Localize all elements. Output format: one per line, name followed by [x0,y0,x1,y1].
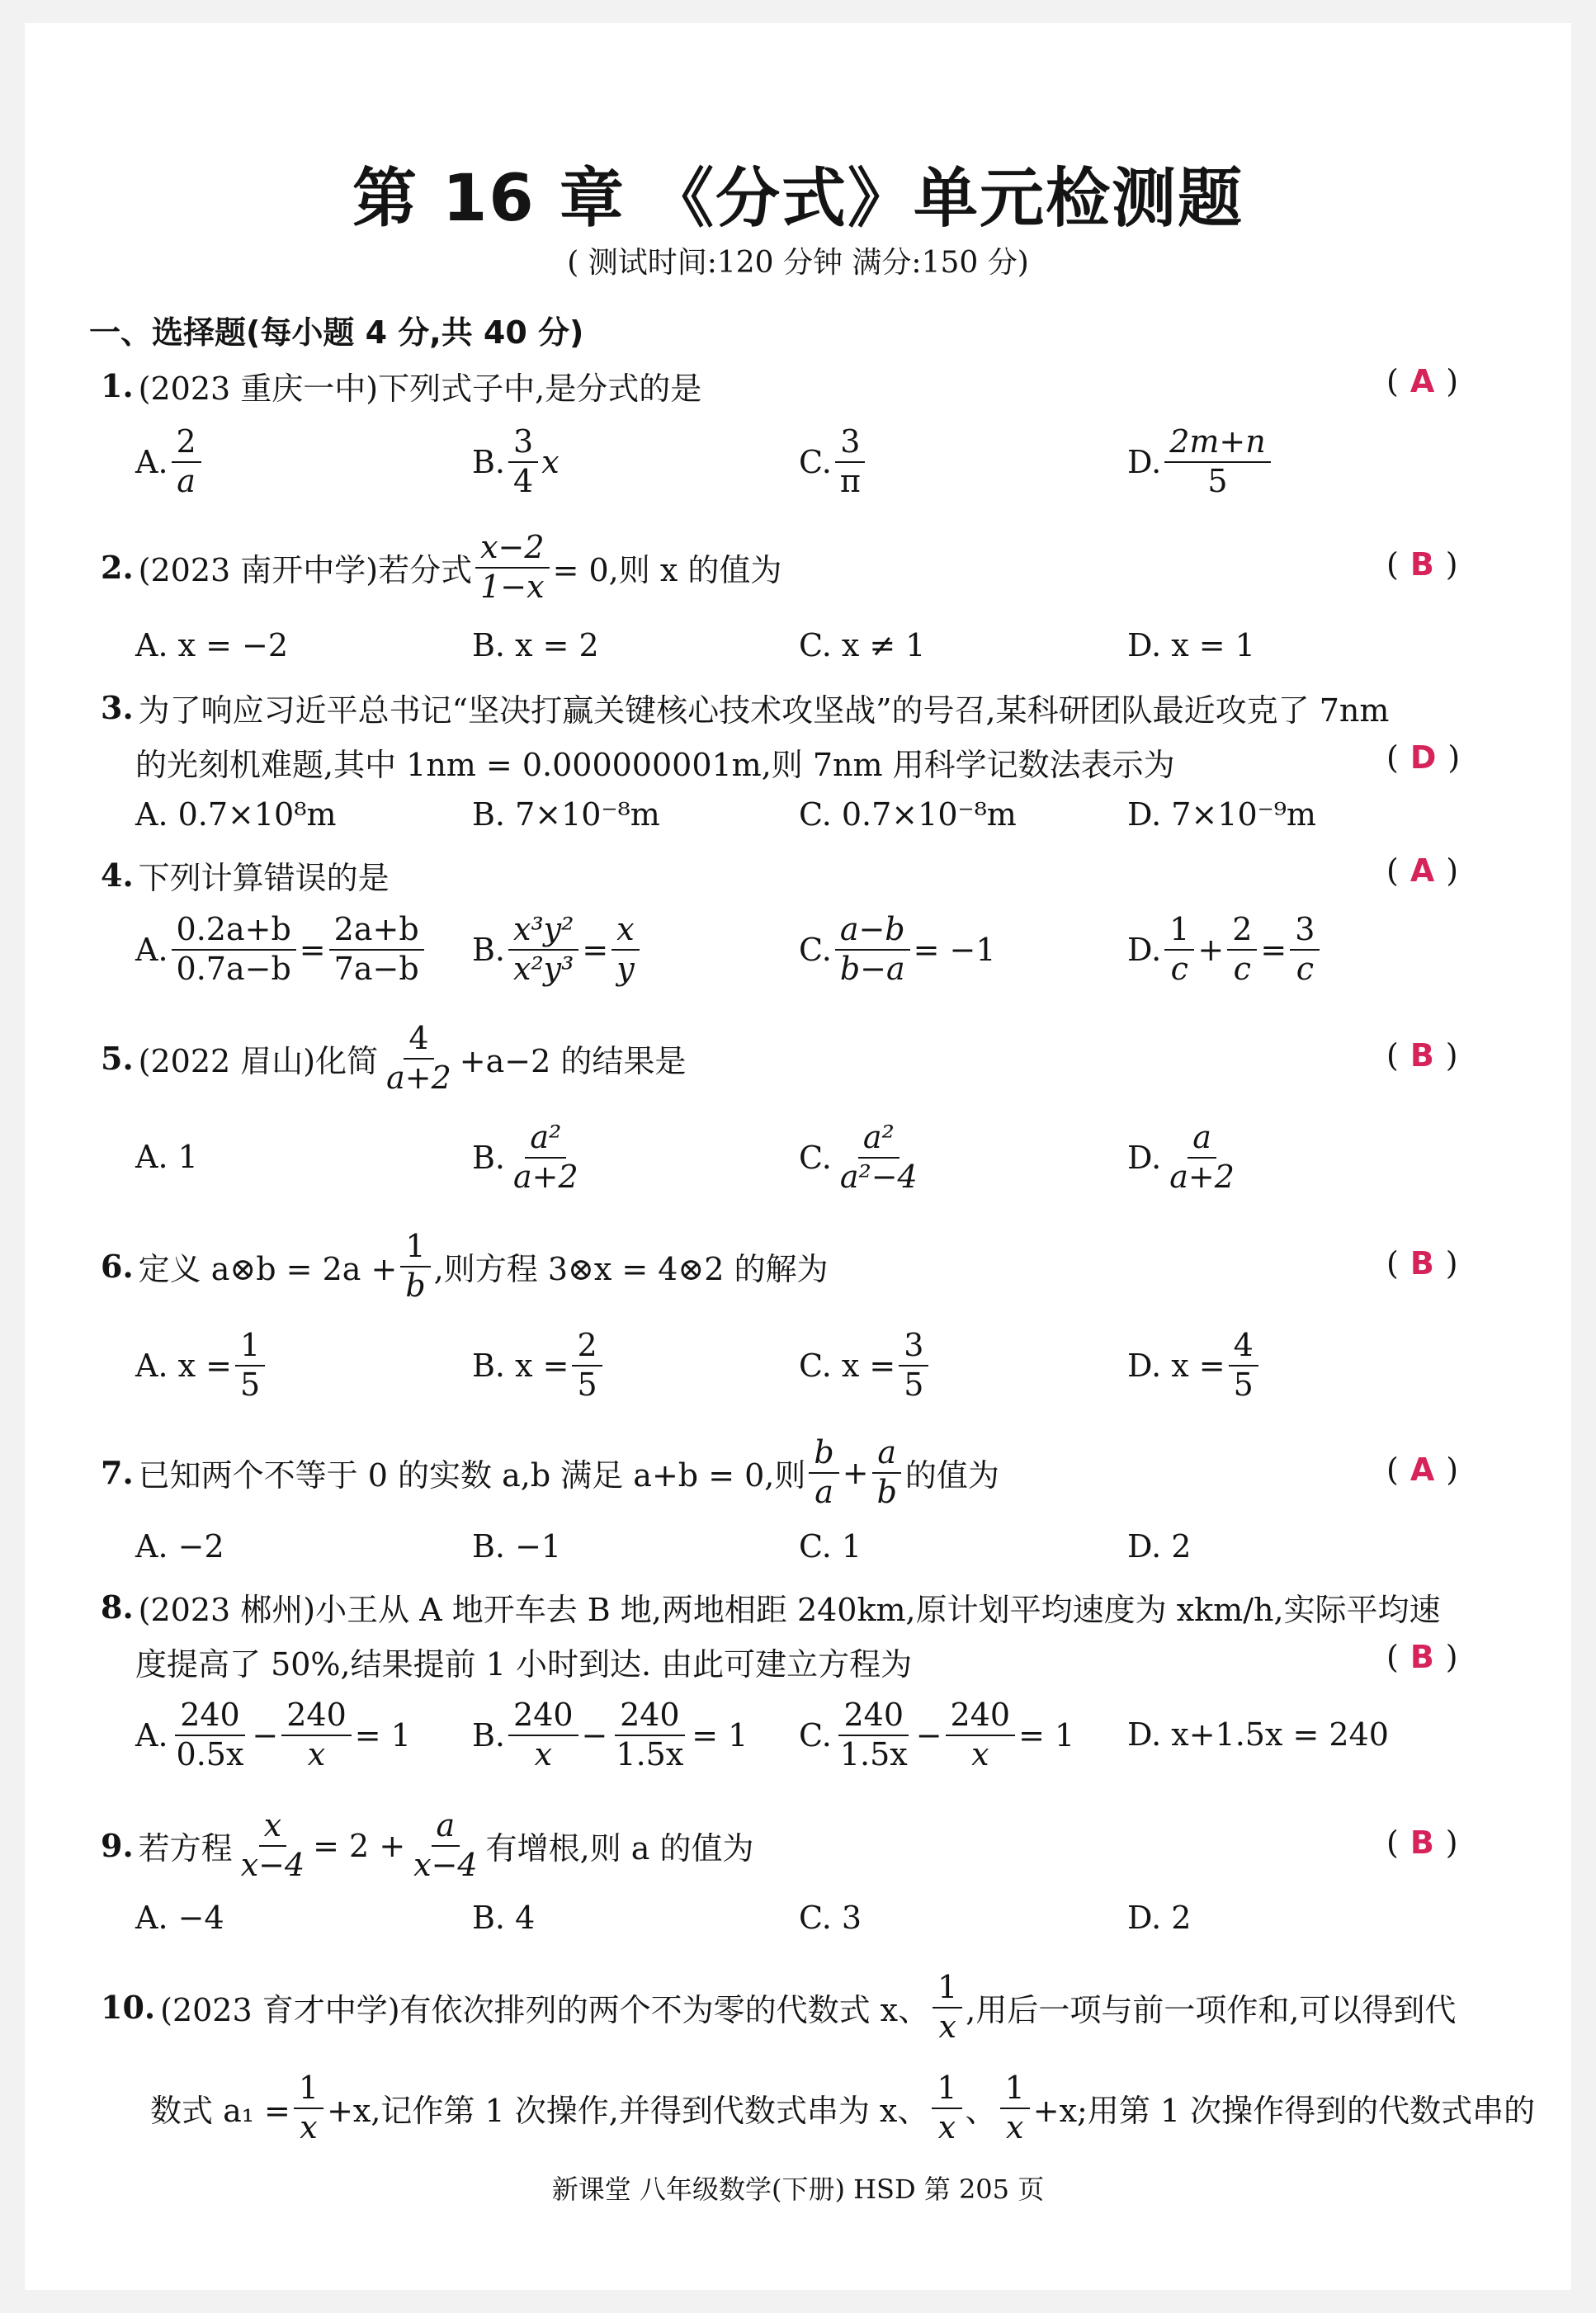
fraction: $\frac{1}{b}$ [400,1230,430,1304]
option-5c [799,1121,926,1195]
fraction: 1 x [932,2071,961,2145]
fraction: 0.2a+b 0.7a−b [172,913,296,987]
option-8c: C. 240 1.5x − 240 x = 1 [799,1697,1075,1773]
question-7: 7. 已知两个不等于 0 的实数 a,b 满足 a+b = 0,则 b a + a b 的值为 [101,1434,999,1510]
option-5b [472,1121,587,1195]
option-7d: D. 2 [1127,1528,1192,1565]
page-title: 第 16 章 《分式》单元检测题 [352,162,1244,236]
fraction: $\frac{x}{x-4}$ [240,1807,305,1883]
option-label: C. [799,443,832,480]
fraction: 3 4 [508,425,538,499]
fraction: 240 x [946,1698,1016,1773]
fraction: 240 1.5x [839,1697,908,1773]
question-3 [101,685,1389,730]
option-7b: B. −1 [472,1528,562,1565]
answer-2: ( B ) [1386,546,1458,583]
question-text: +x;用第 1 次操作得到的代数式串的 [1032,2093,1536,2130]
option-3c: C. 0.7×10⁻⁸m [799,796,1017,833]
fraction: 240 1.5x [616,1697,684,1773]
answer-letter: B [1409,1245,1434,1282]
question-text: 、 [965,2093,997,2130]
fraction: 2 c [1227,913,1257,987]
option-2b: B. x = 2 [472,627,599,663]
option-label: D. [1127,931,1162,968]
fraction: 1 x [1000,2071,1030,2145]
option-9d: D. 2 [1127,1900,1192,1936]
option-label: D. [1127,1139,1162,1176]
section-heading: 一、选择题(每小题 4 分,共 40 分) [89,314,584,351]
question-text: 已知两个不等于 0 的实数 a,b 满足 a+b = 0,则 [138,1457,806,1494]
option-1b: B. 3 4 x [472,423,560,499]
question-number: 6. [101,1248,134,1286]
question-text: 的值为 [904,1457,999,1494]
option-4a: A. 0.2a+b 0.7a−b = 2a+b 7a−b [135,913,427,987]
answer-7: ( A ) [1386,1452,1459,1488]
answer-letter: B [1409,1037,1434,1074]
question-1 [101,363,701,408]
question-5 [101,1022,686,1096]
answer-letter: A [1409,363,1435,399]
option-6c [799,1329,932,1403]
fraction: 2 a [172,425,201,499]
answer-9: ( B ) [1386,1824,1458,1861]
fraction: 2m+n 5 [1164,425,1271,499]
question-text: = 2 + [313,1827,406,1864]
option-3d: D. 7×10⁻⁹m [1127,796,1316,833]
option-2d: D. x = 1 [1127,627,1255,663]
fraction: 240 x [281,1698,352,1773]
option-label: B. [472,931,506,968]
option-4d: D. 1 c + 2 c = 3 c [1127,913,1323,987]
answer-letter: D [1409,739,1437,776]
test-info: ( 测试时间:120 分钟 满分:150 分) [567,246,1029,280]
option-4c: C. $\frac{a-b}{b-a}$ = −1 [799,911,996,987]
option-label: B. [472,443,506,480]
option-label: C. [799,931,832,968]
option-label: B. [472,1139,506,1176]
fraction: $\frac{4}{5}$ [1229,1329,1258,1403]
fraction: a b [872,1436,902,1510]
option-7c: C. 1 [799,1528,862,1565]
question-2 [101,531,781,605]
option-label: B. [472,1716,506,1754]
question-3-line2: 的光刻机难题,其中 1nm = 0.000000001m,则 7nm 用科学记数法表示为 [135,747,1175,783]
question-text: = 0,则 x 的值为 [552,552,782,589]
question-6 [101,1230,829,1304]
fraction: $\frac{3}{5}$ [899,1329,928,1403]
option-9c: C. 3 [799,1900,862,1936]
fraction: $\frac{a-b}{b-a}$ [835,913,910,987]
answer-6: ( B ) [1386,1245,1458,1282]
answer-5: ( B ) [1386,1037,1458,1074]
option-label: D. x = [1127,1347,1225,1384]
option-5a: A. 1 [135,1139,198,1175]
option-label: A. x = [135,1347,232,1384]
option-6a [135,1329,268,1403]
answer-letter: B [1409,546,1434,583]
option-label: A. [135,931,168,968]
question-number: 2. [101,549,134,587]
question-number: 7. [101,1454,134,1492]
option-7a: A. −2 [135,1528,224,1565]
question-text: ,则方程 3⊗x = 4⊗2 的解为 [433,1251,829,1288]
option-8a: A. 240 0.5x − 240 x = 1 [135,1697,411,1773]
option-label: C. [799,1139,832,1176]
option-5d [1127,1121,1243,1195]
question-number: 5. [101,1040,134,1078]
question-text: +x,记作第 1 次操作,并得到代数式串为 x、 [327,2093,929,2130]
page-footer: 新课堂 八年级数学(下册) HSD 第 205 页 [551,2174,1045,2205]
question-text: 定义 a⊗b = 2a + [138,1251,398,1288]
question-9 [101,1809,754,1883]
question-text: (2023 重庆一中)下列式子中,是分式的是 [138,371,702,407]
answer-8: ( B ) [1386,1639,1458,1675]
question-number: 9. [101,1827,134,1865]
question-text: (2023 南开中学)若分式 [138,552,473,589]
fraction: 240 0.5x [176,1697,244,1773]
fraction: 1 c [1164,913,1194,987]
question-10 [101,1971,1456,2045]
question-text: 下列计算错误的是 [138,860,390,896]
option-3a: A. 0.7×10⁸m [135,796,337,833]
answer-1: ( A ) [1386,363,1459,399]
fraction: 3 c [1290,913,1320,987]
question-text: (2023 育才中学)有依次排列的两个不为零的代数式 x、 [160,1992,930,2029]
fraction: 4 a+2 [386,1020,451,1096]
question-text: +a−2 的结果是 [459,1043,687,1080]
question-text: 为了响应习近平总书记“坚决打赢关键核心技术攻坚战”的号召,某科研团队最近攻克了 7nm [138,692,1390,729]
option-label: C. x = [799,1347,896,1384]
answer-letter: B [1409,1824,1434,1861]
fraction: $\frac{1}{5}$ [235,1329,265,1403]
question-number: 3. [101,689,134,726]
option-3b: B. 7×10⁻⁸m [472,796,660,833]
question-text: ,用后一项与前一项作和,可以得到代 [966,1992,1457,2029]
fraction: x³y² x²y³ [508,913,578,987]
question-text: (2023 郴州)小王从 A 地开车去 B 地,两地相距 240km,原计划平均速度为 xkm/h,实际平均速 [138,1592,1441,1628]
fraction: 1 x [933,1971,962,2045]
option-label: B. x = [472,1347,569,1384]
fraction: 240 x [508,1698,578,1773]
option-2c: C. x ≠ 1 [799,627,926,663]
question-number: 10. [101,1989,156,2027]
question-number: 1. [101,367,134,404]
option-4b: B. x³y² x²y³ = x y [472,913,643,987]
option-1a [135,425,205,499]
option-label: C. [799,1716,832,1754]
question-number: 4. [101,857,134,894]
question-text: (2022 眉山)化简 [138,1043,379,1080]
question-text: 数式 a₁ = [150,2093,290,2130]
option-6d [1127,1329,1262,1403]
fraction: a² a²−4 [839,1119,918,1195]
fraction: a a+2 [1169,1119,1235,1195]
question-text: 若方程 [138,1830,233,1867]
question-4 [101,852,390,898]
option-label: D. [1127,443,1162,480]
answer-3: ( D ) [1386,739,1461,776]
fraction: a² a+2 [513,1119,578,1195]
answer-letter: B [1409,1639,1434,1675]
fraction: 3 π [835,425,866,499]
fraction: $\frac{2}{5}$ [572,1329,602,1403]
option-2a: A. x = −2 [135,627,289,663]
option-8d: D. x+1.5x = 240 [1127,1716,1389,1753]
question-text: 有增根,则 a 的值为 [485,1830,754,1867]
fraction: $\frac{x-2}{1-x}$ [475,531,549,605]
fraction: 2a+b 7a−b [329,913,424,987]
option-label: A. [135,1716,168,1754]
question-8-line2: 度提高了 50%,结果提前 1 小时到达. 由此可建立方程为 [135,1646,913,1683]
answer-letter: A [1409,1452,1435,1488]
answer-4: ( A ) [1386,852,1459,889]
option-8b: B. 240 x − 240 1.5x = 1 [472,1697,748,1773]
option-6b [472,1329,606,1403]
answer-letter: A [1409,852,1435,889]
fraction: b a [809,1436,838,1510]
fraction: $\frac{a}{x-4}$ [413,1807,478,1883]
option-9a: A. −4 [135,1900,224,1936]
fraction: x y [611,913,639,987]
question-8 [101,1584,1441,1630]
option-1c [799,425,869,499]
question-10-line2 [150,2071,1535,2145]
option-1d [1127,425,1274,499]
option-9b: B. 4 [472,1900,536,1936]
fraction: $\frac{1}{x}$ [294,2071,323,2145]
question-number: 8. [101,1588,134,1626]
option-label: A. [135,443,168,480]
